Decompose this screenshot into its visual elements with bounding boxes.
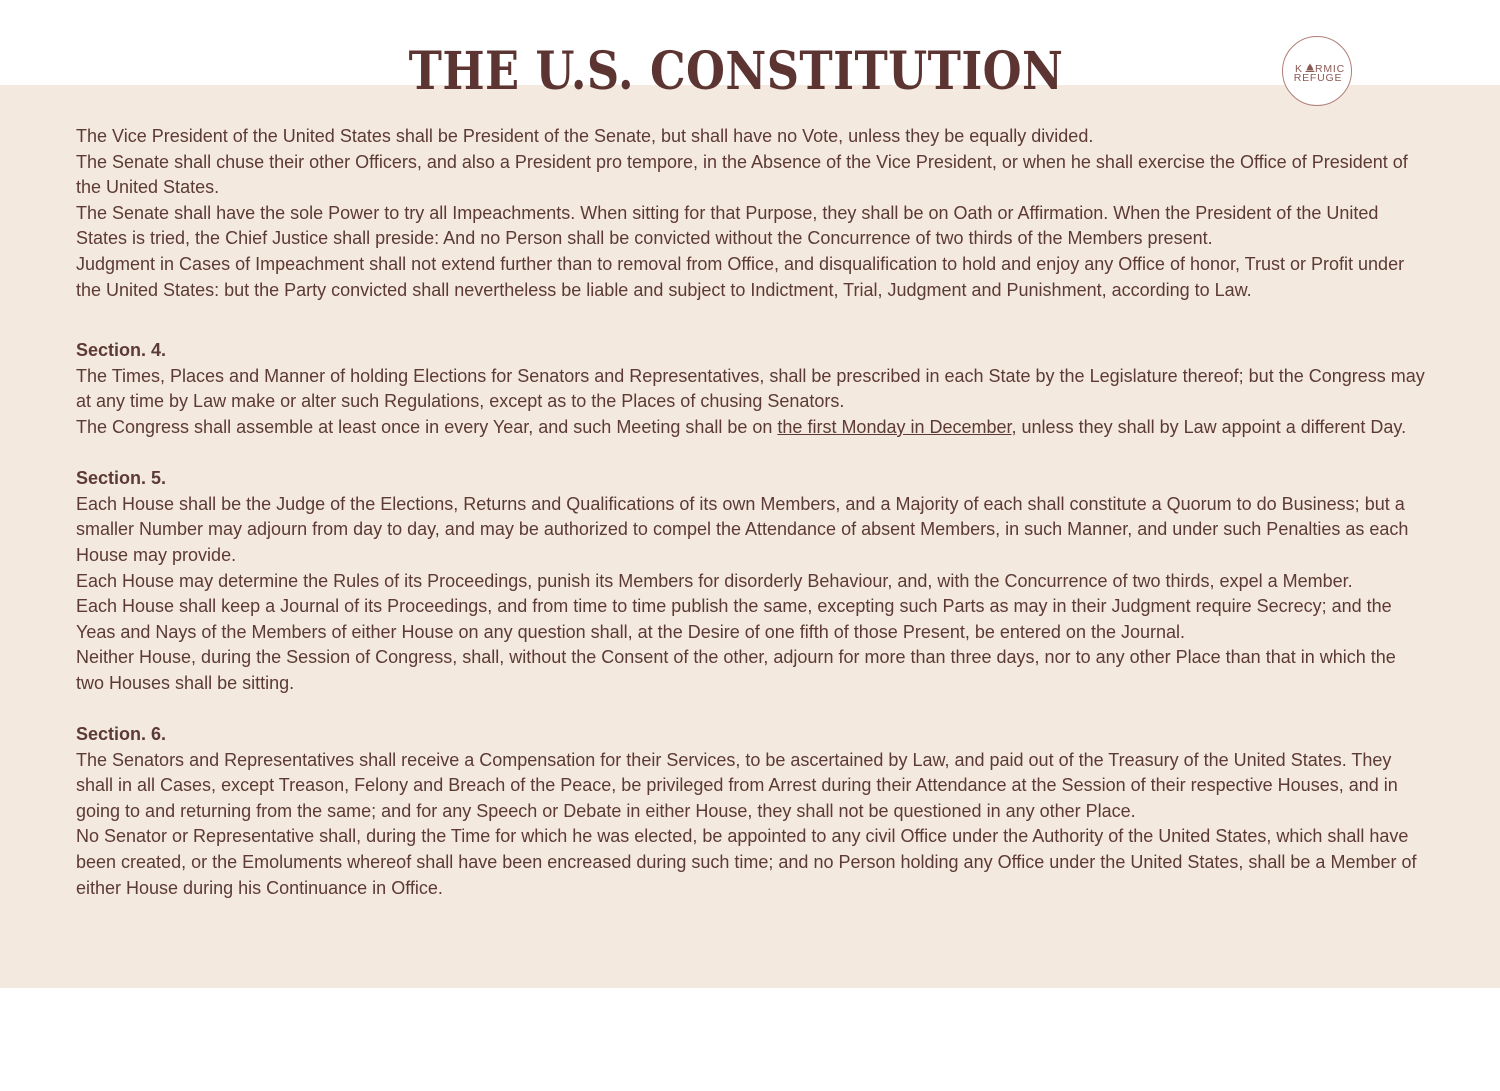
paragraph: No Senator or Representative shall, during the Time for which he was elected, be appointed to any civil Office under the Authority of the United States, which shall have been created, or the Emoluments whereof shall have been encreased during such time; and no Person holding any Office under the United States, shall be a Member of either House during his Continuance in Office. xyxy=(76,826,1417,898)
intro-block xyxy=(76,124,1426,303)
paragraph: The Vice President of the United States shall be President of the Senate, but shall have no Vote, unless they be equally divided. xyxy=(76,126,1094,146)
section-heading: Section. 5. xyxy=(76,468,167,489)
text-run: , unless they shall by Law appoint a different Day. xyxy=(1011,416,1407,437)
paragraph: Judgment in Cases of Impeachment shall not extend further than to removal from Office, and disqualification to hold and enjoy any Office of honor, Trust or Profit under the United States: but the Party convicted shall nevertheless be liable and subject to Indictment, Trial, Judgment and Punishment, according to Law. xyxy=(76,253,1405,300)
karmic-refuge-logo xyxy=(1282,36,1352,106)
lotus-icon xyxy=(1306,64,1315,72)
text-run: The Congress shall assemble at least once in every Year, and such Meeting shall be on xyxy=(76,416,778,437)
section-heading: Section. 6. xyxy=(76,724,167,745)
paragraph: Neither House, during the Session of Congress, shall, without the Consent of the other, adjourn for more than three days, nor to any other Place than that in which the two Houses shall be sitting. xyxy=(76,647,1396,693)
logo-line2: REFUGE xyxy=(1293,72,1343,84)
document-body xyxy=(76,124,1426,901)
logo-mark xyxy=(1283,37,1353,107)
page-title: THE U.S. CONSTITUTION xyxy=(408,41,1064,102)
logo-line1-k: K xyxy=(1295,63,1303,75)
underlined-link[interactable]: the first Monday in December xyxy=(777,416,1012,437)
paragraph: Each House shall be the Judge of the Elections, Returns and Qualifications of its own Members, and a Majority of each shall constitute a Quorum to do Business; but a smaller Number may adjourn from day to day, and may be authorized to compel the Attendance of absent Members, in such Manner, and under such Penalties as each House may provide. xyxy=(76,493,1409,565)
section-heading: Section. 4. xyxy=(76,340,167,361)
section-5 xyxy=(76,466,1426,696)
paragraph: Each House may determine the Rules of its Proceedings, punish its Members for disorderly Behaviour, and, with the Concurrence of two thirds, expel a Member. xyxy=(76,570,1353,591)
logo-line1-rest: RMIC xyxy=(1315,63,1346,75)
paragraph xyxy=(76,415,1426,441)
paragraph: The Senators and Representatives shall receive a Compensation for their Services, to be ascertained by Law, and paid out of the Treasury of the United States. They shall in all Cases, except Treason, Felony and Breach of the Peace, be privileged from Arrest during their Attendance at the Session of their respective Houses, and in going to and returning from the same; and for any Speech or Debate in either House, they shall not be questioned in any other Place. xyxy=(76,749,1398,821)
section-6 xyxy=(76,722,1426,901)
paragraph: The Times, Places and Manner of holding Elections for Senators and Representatives, shall be prescribed in each State by the Legislature thereof; but the Congress may at any time by Law make or alter such Regulations, except as to the Places of chusing Senators. xyxy=(76,365,1425,412)
paragraph: Each House shall keep a Journal of its Proceedings, and from time to time publish the same, excepting such Parts as may in their Judgment require Secrecy; and the Yeas and Nays of the Members of either House on any question shall, at the Desire of one fifth of those Present, be entered on the Journal. xyxy=(76,596,1392,642)
paragraph: The Senate shall chuse their other Officers, and also a President pro tempore, in the Absence of the Vice President, or when he shall exercise the Office of President of the United States. xyxy=(76,151,1408,198)
paragraph: The Senate shall have the sole Power to try all Impeachments. When sitting for that Purpose, they shall be on Oath or Affirmation. When the President of the United States is tried, the Chief Justice shall preside: And no Person shall be convicted without the Concurrence of two thirds of the Members present. xyxy=(76,202,1379,249)
section-4 xyxy=(76,338,1426,440)
